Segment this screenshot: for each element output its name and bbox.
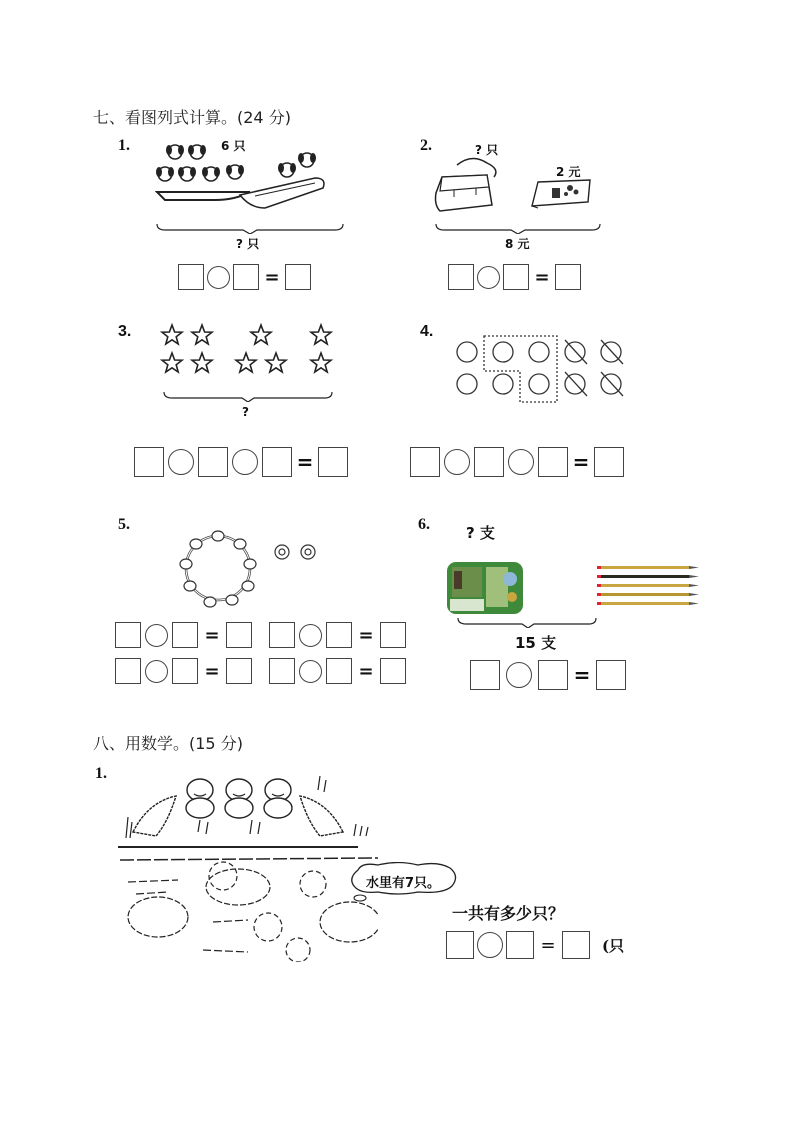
q2-pencilcase-label: 2 元 <box>556 165 581 179</box>
dogs-on-boats-picture <box>155 140 330 220</box>
q8-1-equation <box>446 931 624 959</box>
answer-box[interactable] <box>326 658 352 684</box>
answer-box[interactable] <box>470 660 500 690</box>
q5-equation-4 <box>269 658 406 684</box>
operator-circle[interactable] <box>299 624 322 647</box>
answer-box[interactable] <box>503 264 529 290</box>
q8-1-question: 一共有多少只？ <box>452 904 565 923</box>
question-4-number: 4. <box>420 323 434 340</box>
answer-box[interactable] <box>115 658 141 684</box>
operator-circle[interactable] <box>207 266 230 289</box>
answer-box[interactable] <box>233 264 259 290</box>
section-8-title: 八、用数学。(15 分) <box>93 734 243 753</box>
circles-picture <box>455 333 625 405</box>
question-5-number: 5. <box>118 516 130 533</box>
q1-brace <box>155 222 345 234</box>
equals-sign: = <box>534 266 550 288</box>
answer-box[interactable] <box>596 660 626 690</box>
answer-box[interactable] <box>538 447 568 477</box>
equals-sign: = <box>572 450 590 474</box>
equals-sign: = <box>540 934 556 956</box>
answer-box[interactable] <box>448 264 474 290</box>
q1-equation <box>178 264 311 290</box>
schoolbag-picture <box>432 155 504 215</box>
frogs-and-pond-picture <box>118 772 378 962</box>
q3-bottom-label: ? <box>242 405 249 419</box>
operator-circle[interactable] <box>145 660 168 683</box>
answer-box[interactable] <box>326 622 352 648</box>
five-pencils-picture <box>595 563 701 611</box>
q6-top-label: ? 支 <box>466 524 495 542</box>
pencil-case-picture <box>530 178 592 210</box>
q1-top-label: 6 只 <box>221 139 246 153</box>
equals-sign: = <box>573 663 591 687</box>
q1-bottom-label: ? 只 <box>236 237 260 251</box>
answer-box[interactable] <box>269 658 295 684</box>
operator-circle[interactable] <box>444 449 470 475</box>
q6-bottom-label: 15 支 <box>515 634 557 652</box>
operator-circle[interactable] <box>299 660 322 683</box>
answer-box[interactable] <box>446 931 474 959</box>
answer-box[interactable] <box>474 447 504 477</box>
answer-box[interactable] <box>506 931 534 959</box>
answer-box[interactable] <box>115 622 141 648</box>
section-8-question-1-number: 1. <box>95 765 107 782</box>
q6-equation <box>470 660 626 690</box>
answer-box[interactable] <box>318 447 348 477</box>
answer-box[interactable] <box>410 447 440 477</box>
equals-sign: = <box>358 624 374 646</box>
question-6-number: 6. <box>418 516 430 533</box>
operator-circle[interactable] <box>506 662 532 688</box>
question-3-number: 3. <box>118 323 132 340</box>
q4-equation <box>410 447 624 477</box>
q6-brace <box>456 616 601 628</box>
q5-equation-1 <box>115 622 252 648</box>
question-2-number: 2. <box>420 137 432 154</box>
q2-brace <box>434 222 604 234</box>
answer-box[interactable] <box>285 264 311 290</box>
operator-circle[interactable] <box>508 449 534 475</box>
answer-box[interactable] <box>178 264 204 290</box>
q3-brace <box>162 390 337 402</box>
equals-sign: = <box>264 266 280 288</box>
answer-box[interactable] <box>555 264 581 290</box>
section-7-title: 七、看图列式计算。(24 分) <box>93 108 291 127</box>
q5-equation-2 <box>269 622 406 648</box>
question-1-number: 1. <box>118 137 130 154</box>
answer-box[interactable] <box>562 931 590 959</box>
equals-sign: = <box>204 624 220 646</box>
operator-circle[interactable] <box>232 449 258 475</box>
operator-circle[interactable] <box>477 932 503 958</box>
answer-box[interactable] <box>380 622 406 648</box>
q2-bag-label: ? 只 <box>475 143 499 157</box>
q2-bottom-label: 8 元 <box>505 237 530 251</box>
answer-box[interactable] <box>172 658 198 684</box>
speech-bubble-text: 水里有7只。 <box>366 876 441 891</box>
operator-circle[interactable] <box>168 449 194 475</box>
q5-equation-3 <box>115 658 252 684</box>
operator-circle[interactable] <box>477 266 500 289</box>
answer-box[interactable] <box>262 447 292 477</box>
answer-box[interactable] <box>594 447 624 477</box>
answer-box[interactable] <box>134 447 164 477</box>
answer-box[interactable] <box>226 658 252 684</box>
answer-box[interactable] <box>538 660 568 690</box>
bead-bracelet-picture <box>178 528 328 612</box>
stars-picture <box>160 323 340 379</box>
operator-circle[interactable] <box>145 624 168 647</box>
answer-box[interactable] <box>226 622 252 648</box>
answer-box[interactable] <box>172 622 198 648</box>
equals-sign: = <box>358 660 374 682</box>
equals-sign: = <box>296 450 314 474</box>
q2-equation <box>448 264 581 290</box>
pencil-box-picture <box>446 561 524 615</box>
q3-equation <box>134 447 348 477</box>
answer-box[interactable] <box>380 658 406 684</box>
unit-label: (只 <box>602 936 625 955</box>
answer-box[interactable] <box>198 447 228 477</box>
answer-box[interactable] <box>269 622 295 648</box>
equals-sign: = <box>204 660 220 682</box>
